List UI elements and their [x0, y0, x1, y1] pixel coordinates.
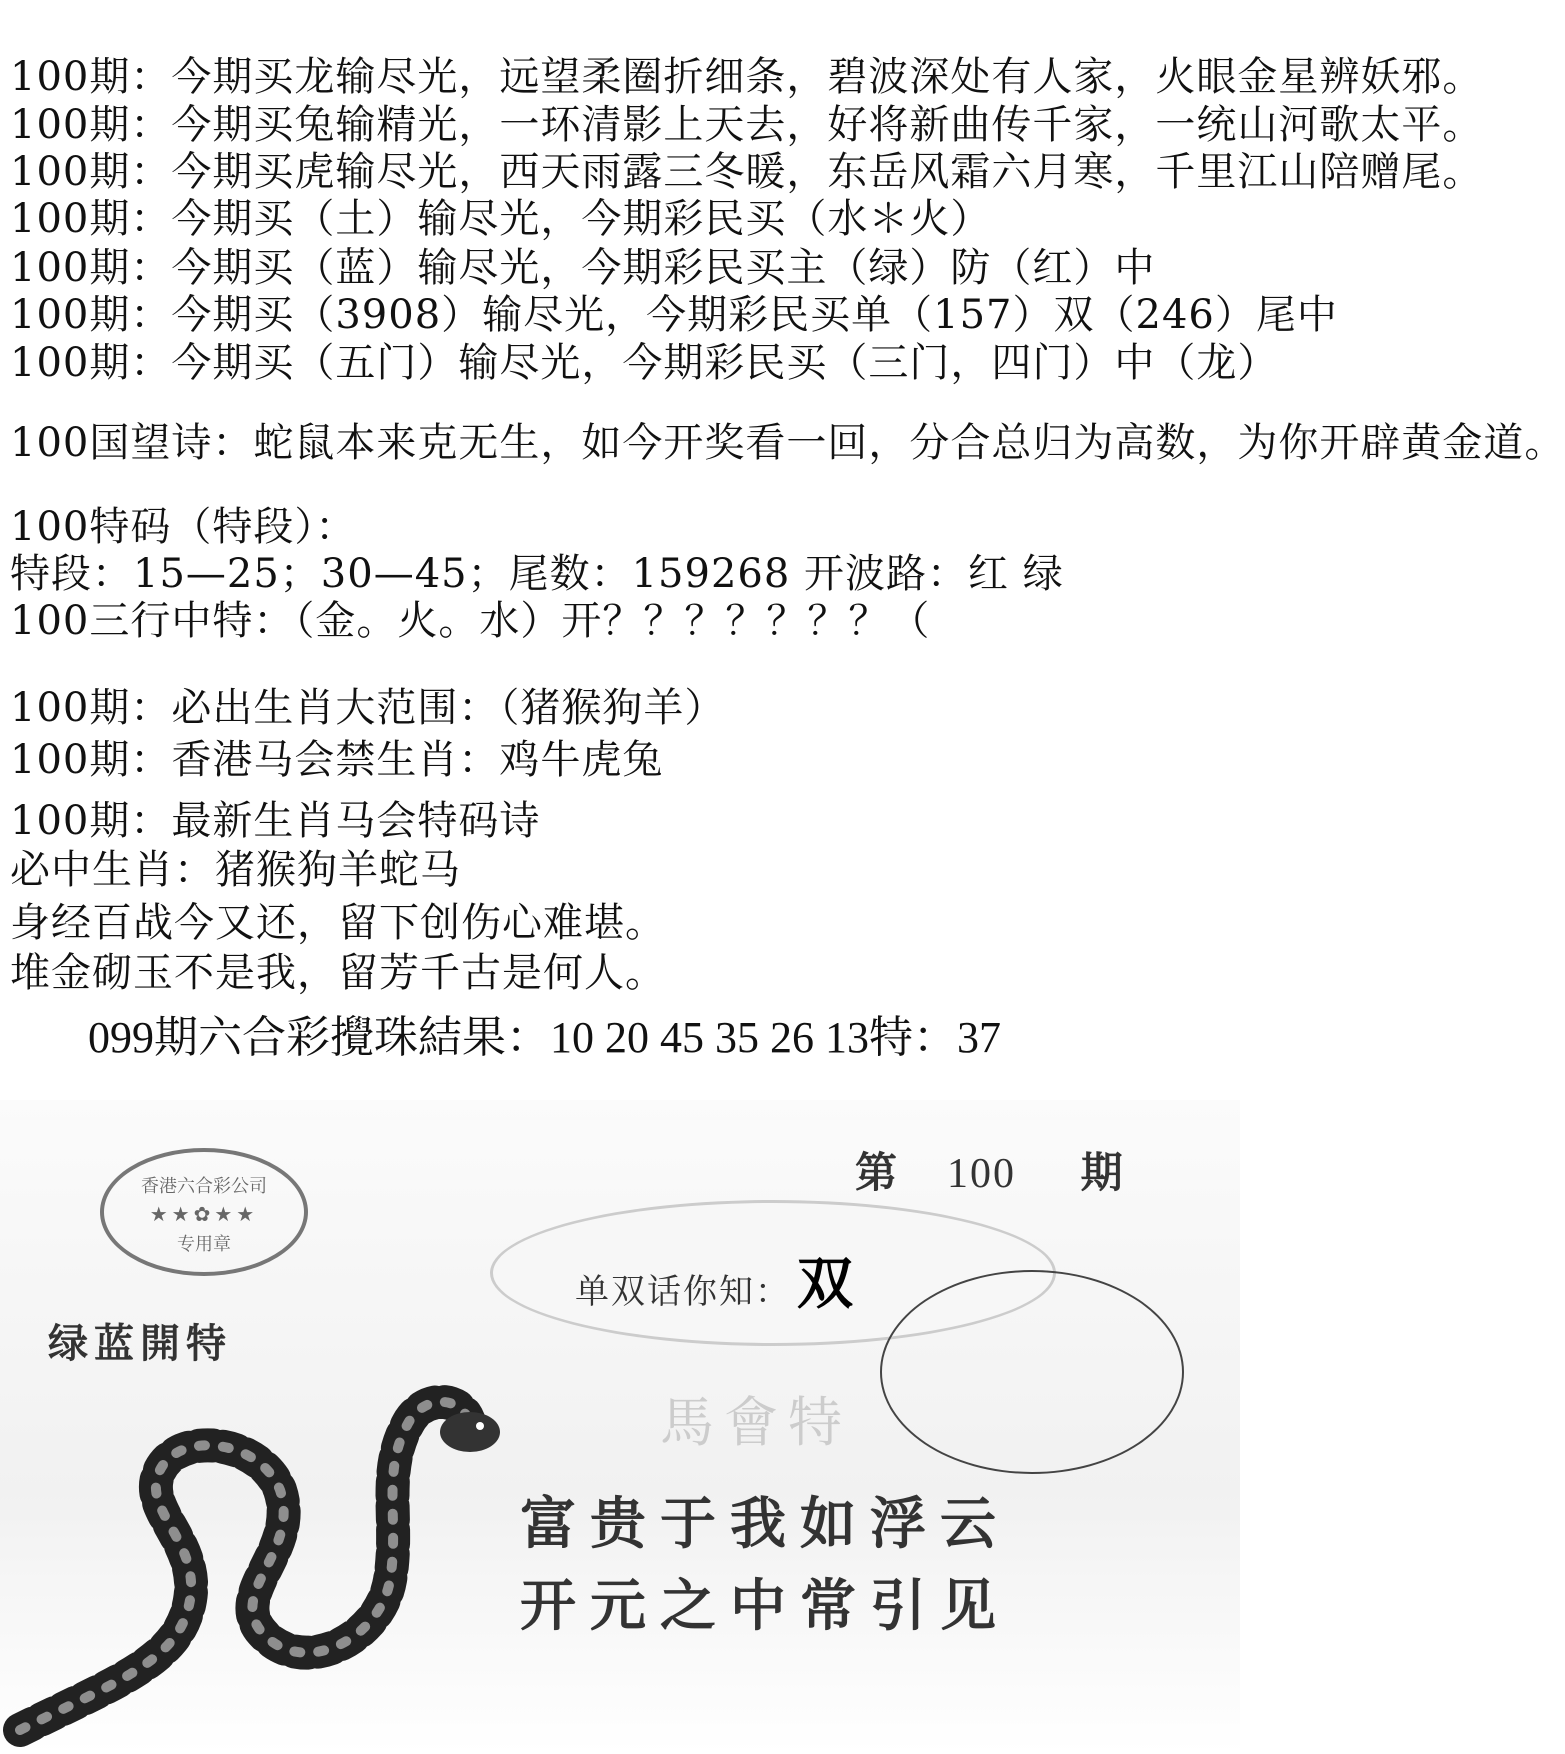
- special-heading: 100特码（特段）：: [10, 504, 357, 550]
- seal-stars: ★★✿★★: [149, 1202, 259, 1226]
- zodiac-range: 100期：必出生肖大范围：（猪猴狗羊）: [10, 685, 726, 731]
- period-prefix: 第: [855, 1148, 948, 1197]
- poem-verse: 堆金砌玉不是我，留芳千古是何人。: [10, 950, 666, 996]
- banned-zodiac: 100期：香港马会禁生肖：鸡牛虎兔: [10, 737, 664, 783]
- prediction-line: 100期：今期买（蓝）输尽光，今期彩民买主（绿）防（红）中: [10, 245, 1156, 291]
- poem-verse: 身经百战今又还，留下创伤心难堪。: [10, 900, 666, 946]
- ad-poem-line: 开元之中常引见: [520, 1574, 1010, 1639]
- seal-bottom-text: 专用章: [177, 1234, 231, 1255]
- odd-even-value: 双: [797, 1252, 855, 1317]
- mahui-watermark: 馬會特: [660, 1391, 852, 1454]
- elements-line: 100三行中特：（金。火。水）开？？？？？？？（: [10, 598, 931, 644]
- period-label: [855, 1140, 1173, 1200]
- company-seal: [100, 1148, 308, 1276]
- period-number: 100: [947, 1151, 1017, 1197]
- prediction-line: 100期：今期买（五门）输尽光，今期彩民买（三门，四门）中（龙）: [10, 340, 1279, 386]
- stamp-circle: [880, 1270, 1184, 1474]
- seal-top-text: 香港六合彩公司: [141, 1176, 267, 1197]
- must-zodiac: 必中生肖：猪猴狗羊蛇马: [10, 847, 461, 893]
- prediction-line: 100期：今期买虎输尽光，西天雨露三冬暖，东岳风霜六月寒，千里江山陪赠尾。: [10, 149, 1484, 195]
- poem-line: 100国望诗：蛇鼠本来克无生，如今开奖看一回，分合总归为高数，为你开辟黄金道。: [10, 420, 1565, 466]
- prediction-line: 100期：今期买龙输尽光，远望柔圈折细条，碧波深处有人家，火眼金星辨妖邪。: [10, 54, 1484, 100]
- odd-even-hint: [575, 1240, 855, 1320]
- ad-poem-line: 富贵于我如浮云: [520, 1492, 1010, 1557]
- prediction-line: 100期：今期买（土）输尽光，今期彩民买（水＊火）: [10, 196, 992, 242]
- period-suffix: 期: [1080, 1148, 1173, 1197]
- prediction-line: 100期：今期买兔输精光，一环清影上天去，好将新曲传千家，一统山河歌太平。: [10, 102, 1484, 148]
- snake-illustration: [0, 1380, 540, 1754]
- draw-result: 099期六合彩攪珠結果：10 20 45 35 26 13特：37: [88, 1013, 1001, 1062]
- prediction-line: 100期：今期买（3908）输尽光，今期彩民买单（157）双（246）尾中: [10, 292, 1338, 338]
- special-range: 特段：15—25；30—45；尾数：159268 开波路：红 绿: [10, 551, 1064, 597]
- green-blue-label: 绿蓝開特: [48, 1321, 232, 1367]
- odd-even-label: 单双话你知：: [575, 1272, 791, 1312]
- poem-heading: 100期：最新生肖马会特码诗: [10, 798, 541, 844]
